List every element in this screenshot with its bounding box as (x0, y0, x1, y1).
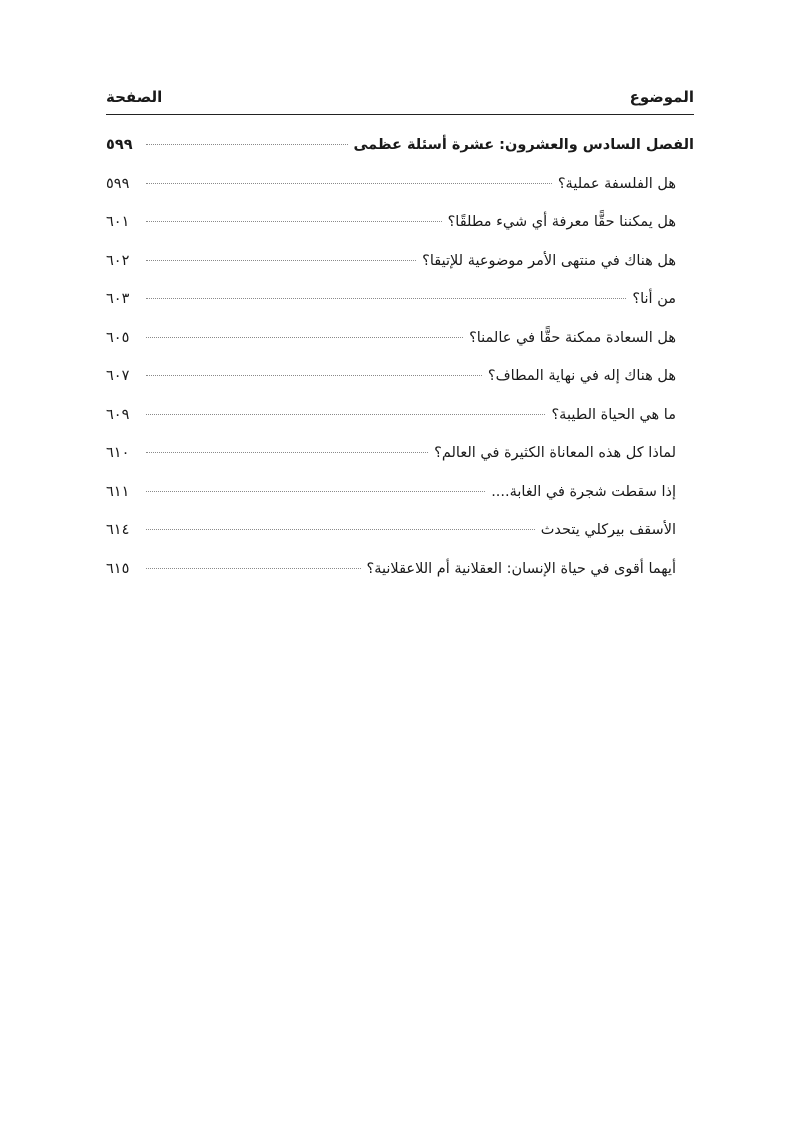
toc-entry[interactable] (106, 253, 694, 292)
dot-leader (146, 414, 545, 415)
entry-page-number: ٦٠٣ (106, 291, 130, 307)
chapter-page-number: ٥٩٩ (106, 137, 133, 153)
toc-list (106, 137, 694, 599)
dot-leader (146, 529, 535, 530)
toc-entry[interactable] (106, 484, 694, 523)
toc-entry[interactable] (106, 176, 694, 215)
entry-title: أيهما أقوى في حياة الإنسان: العقلانية أم اللاعقلانية؟ (366, 560, 676, 577)
entry-title: هل هناك في منتهى الأمر موضوعية للإتيقا؟ (422, 252, 676, 269)
entry-title: هل يمكننا حقًّا معرفة أي شيء مطلقًا؟ (447, 214, 676, 230)
entry-title: هل الفلسفة عملية؟ (557, 175, 676, 192)
toc-entry[interactable] (106, 368, 694, 407)
toc-entry[interactable] (106, 214, 694, 253)
chapter-title: الفصل السادس والعشرون: عشرة أسئلة عظمى (353, 137, 694, 153)
entry-title: هل السعادة ممكنة حقًّا في عالمنا؟ (469, 329, 676, 346)
entry-title: هل هناك إله في نهاية المطاف؟ (487, 368, 676, 384)
toc-chapter-row[interactable] (106, 137, 694, 176)
entry-page-number: ٦٠٢ (106, 252, 130, 269)
toc-entry[interactable] (106, 561, 694, 600)
toc-page (106, 88, 694, 599)
entry-title: إذا سقطت شجرة في الغابة.... (491, 483, 676, 500)
toc-header (106, 88, 694, 115)
dot-leader (146, 221, 442, 222)
entry-title: الأسقف بيركلي يتحدث (540, 522, 676, 538)
toc-entry[interactable] (106, 445, 694, 484)
dot-leader (146, 260, 416, 261)
entry-title: من أنا؟ (632, 291, 676, 307)
dot-leader (146, 144, 348, 145)
toc-entry[interactable] (106, 522, 694, 561)
entry-title: ما هي الحياة الطيبة؟ (551, 406, 676, 423)
entry-title: لماذا كل هذه المعاناة الكثيرة في العالم؟ (434, 445, 676, 461)
entry-page-number: ٦١٤ (106, 522, 130, 538)
dot-leader (146, 337, 463, 338)
dot-leader (146, 568, 361, 569)
toc-entry[interactable] (106, 291, 694, 330)
dot-leader (146, 491, 485, 492)
entry-page-number: ٦٠١ (106, 214, 130, 230)
dot-leader (146, 452, 428, 453)
toc-entry[interactable] (106, 407, 694, 446)
entry-page-number: ٦٠٧ (106, 368, 130, 384)
entry-page-number: ٦٠٩ (106, 406, 130, 423)
entry-page-number: ٦١٥ (106, 560, 130, 577)
entry-page-number: ٦١٠ (106, 445, 130, 461)
dot-leader (146, 375, 482, 376)
entry-page-number: ٦١١ (106, 483, 130, 500)
toc-entry[interactable] (106, 330, 694, 369)
entry-page-number: ٦٠٥ (106, 329, 130, 346)
dot-leader (146, 298, 626, 299)
dot-leader (146, 183, 552, 184)
entry-page-number: ٥٩٩ (106, 175, 130, 192)
page-column-label: الصفحة (106, 88, 163, 106)
topic-column-label: الموضوع (629, 88, 694, 106)
